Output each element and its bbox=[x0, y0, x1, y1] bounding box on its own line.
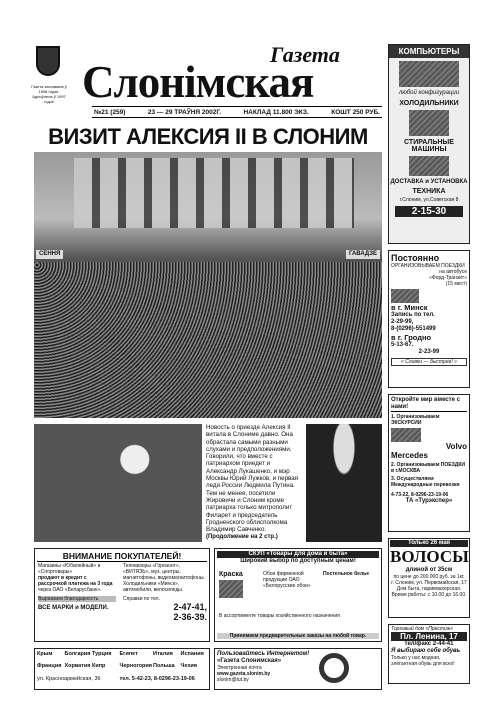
ad-tours bbox=[388, 394, 470, 532]
sign-right: ГАВАДЗЕ bbox=[346, 250, 380, 259]
coat-of-arms-icon bbox=[36, 46, 60, 76]
masthead-word-gazeta: Газета bbox=[270, 42, 340, 67]
sign-left: СЕННЯ bbox=[36, 250, 63, 259]
ad-attention-goods: Телевизоры «Горизонт», «ВИТЯЗЬ», муз. центры, магнитофоны, видеомагнитофоны. Холодильники «Минск», автомобили, велосипеды. bbox=[123, 563, 205, 593]
ad-attention-models: ВСЕ МАРКИ и МОДЕЛИ. bbox=[38, 605, 109, 611]
coach-icon bbox=[391, 428, 421, 442]
washer-icon bbox=[409, 156, 449, 176]
ad-washers: СТИРАЛЬНЫЕ МАШИНЫ bbox=[404, 139, 454, 153]
ad-trips-minsk: в г. Минск bbox=[391, 303, 428, 312]
ad-skup-subtitle: Широкий выбор по доступным ценам! bbox=[240, 558, 356, 564]
ad-hair-title: ВОЛОСЫ bbox=[390, 547, 469, 566]
ad-attention-title: ВНИМАНИЕ ПОКУПАТЕЛЕЙ! bbox=[37, 551, 207, 562]
ad-attention bbox=[34, 548, 210, 642]
ad-travel-cyprus: Кипр bbox=[92, 663, 106, 670]
ad-travel-crimea: Крым bbox=[37, 651, 53, 657]
ad-internet-email[interactable]: slonim@tut.by bbox=[217, 677, 249, 683]
ad-travel-czech: Чехия bbox=[180, 663, 197, 670]
ad-travel-france: Франция bbox=[37, 663, 62, 670]
ad-tours-volvo: Volvo bbox=[445, 442, 467, 451]
patriarch-photo bbox=[34, 424, 202, 542]
ad-travel-poland: Польша bbox=[153, 663, 175, 670]
ad-travel-spain: Испания bbox=[180, 651, 204, 657]
main-photo bbox=[34, 152, 382, 418]
headline: ВИЗИТ АЛЕКСИЯ II В СЛОНИМ bbox=[48, 124, 368, 149]
ad-attention-right bbox=[123, 563, 207, 622]
masthead-title: Слонімская bbox=[82, 57, 314, 107]
ad-trips bbox=[388, 250, 470, 388]
ad-hair-length: длиной от 35см bbox=[405, 567, 453, 573]
ad-trips-vehicle: «Форд-Транзит» bbox=[429, 275, 467, 281]
ad-travel-montenegro: Черногория bbox=[119, 663, 152, 670]
ad-fridges: ХОЛОДИЛЬНИКИ bbox=[399, 100, 459, 107]
ad-trips-phone1: 2-29-99, bbox=[391, 319, 414, 325]
ad-tours-international: 3. Осуществляем Международные перевозки bbox=[391, 476, 460, 488]
ad-internet-newspaper: «Газета Слонимская» bbox=[217, 658, 282, 664]
ad-travel bbox=[34, 648, 210, 690]
ad-tech: ТЕХНИКА bbox=[412, 188, 446, 195]
ad-internet bbox=[214, 648, 382, 690]
issue-date: 23 — 29 ТРАЎНЯ 2002Г. bbox=[147, 108, 222, 116]
internet-e-icon bbox=[319, 653, 349, 683]
ad-travel-italy: Италия bbox=[153, 651, 173, 657]
ad-attention-left bbox=[38, 563, 116, 612]
ad-attention-info: Справки по тел. bbox=[123, 596, 160, 602]
ad-tours-mercedes: Mercedes bbox=[391, 451, 428, 460]
ad-skup bbox=[214, 548, 382, 642]
ad-travel-address: ул. Красноармейская, 36 bbox=[37, 675, 101, 682]
ad-trips-organize: ОРГАНИЗОВЫВАЕМ ПОЕЗДКИ bbox=[391, 263, 465, 269]
ad-attention-bank: через ОАО «Беларусбанк». bbox=[38, 587, 102, 593]
crowd bbox=[34, 262, 382, 418]
ad-attention-phone2: 2-36-39. bbox=[173, 612, 207, 622]
ad-prestige bbox=[388, 624, 470, 684]
priest-photo bbox=[306, 424, 382, 542]
founding-note: Газета заснавана ў 1908 годзе. Адноўлена ў 1997 годзе bbox=[31, 84, 67, 104]
ad-computers bbox=[388, 44, 470, 244]
ad-computers-address: г.Слоним, ул.Советская 8 bbox=[399, 197, 459, 203]
bus-icon bbox=[391, 289, 419, 303]
ad-skup-paint-label: Краска bbox=[219, 571, 243, 578]
ad-hair-address: г. Слоним, ул. Первомайская, 17 Дом быта, парикмахерская. bbox=[391, 580, 467, 592]
ad-trips-bus: на автобусе bbox=[439, 269, 467, 275]
ad-prestige-slogan: Я выбираю себе обувь bbox=[391, 648, 461, 654]
ad-travel-bulgaria: Болгария bbox=[64, 651, 91, 657]
issue-number: №21 (259) bbox=[94, 108, 126, 116]
ad-trips-grodno: в г. Гродно bbox=[391, 333, 432, 342]
ad-tours-agency: ТА «Турэкспер» bbox=[405, 498, 453, 504]
building-facade bbox=[74, 158, 354, 228]
ad-trips-booking: Запись по тел. bbox=[391, 312, 435, 318]
ad-trips-slogan: « Сливки — быстрее! » bbox=[391, 358, 467, 366]
ad-internet-url[interactable]: www.gazeta.slonim.by bbox=[217, 671, 271, 677]
computer-icon bbox=[399, 61, 459, 87]
ad-attention-thanks: Выражаем благодарность bbox=[38, 596, 116, 602]
ad-tours-moscow: 2. Организовываем ПОЕЗДКИ в г.МОСКВА bbox=[391, 462, 465, 474]
article-text: Новость о приезде Алексия II витала в Слониме давно. Она обрастала самыми разными слухами и предположениями. Говорили, что вместе с патриархом приедет и Александр Лукашенко, и мэр Москвы Юрий Лужков, и первая леди России Людмила Путина. Тем не менее, посетили Жировичи и Слоним кроме патриарха только митрополит Филарет и председатель Гродненского облисполкома Владимир Савченко. bbox=[206, 424, 299, 534]
ad-skup-paint bbox=[219, 571, 259, 598]
ad-tours-excursions: 1. Организовываем ЭКСКУРСИИ bbox=[391, 414, 440, 426]
ad-hair-hours: Время работы: с 10.00 до 16.00. bbox=[391, 592, 467, 598]
ad-computers-title: КОМПЬЮТЕРЫ bbox=[389, 45, 469, 58]
article bbox=[206, 424, 302, 546]
ad-trips-phone2: 8-(0296)-551499 bbox=[391, 326, 436, 332]
ad-prestige-address: Пл. Ленина, 17 bbox=[391, 632, 467, 641]
ad-hair-date: Только 26 мая bbox=[390, 540, 468, 547]
ad-skup-wallpaper: Обои фирменной продукции ОАО «Белорусские обои» bbox=[263, 571, 311, 589]
paint-can-icon bbox=[219, 580, 243, 598]
ad-attention-shops: Магазины «Юбилейный» и «Спортовары» bbox=[38, 563, 101, 575]
ad-skup-household: В ассортименте товары хозяйственного назначения bbox=[219, 613, 340, 619]
price: КОШТ 250 РУБ. bbox=[331, 108, 380, 116]
ad-travel-egypt: Египет bbox=[119, 651, 138, 657]
ad-computers-config: любой конфигурации bbox=[398, 90, 460, 96]
ad-hair bbox=[388, 538, 470, 618]
ad-internet-email-label: Электронная почта bbox=[217, 665, 262, 671]
ad-trips-seats: (15 мест) bbox=[445, 281, 467, 287]
ad-skup-footer: Принимаем предварительные заказы на любой товар. bbox=[217, 633, 379, 639]
ad-tours-phone: 4-73-22, 8-0296-23-19-06 bbox=[391, 492, 449, 498]
article-continued: (Продолжение на 2 стр.) bbox=[206, 534, 278, 541]
ad-trips-phone3: 5-13-67. bbox=[391, 342, 414, 348]
ad-skup-title: СКУП «Товары для дома и быта» bbox=[217, 551, 379, 558]
fridge-icon bbox=[409, 110, 449, 136]
ad-travel-turkey: Турция bbox=[92, 651, 112, 657]
masthead bbox=[30, 40, 390, 135]
ad-prestige-phone: тел/факс 2-44-41 bbox=[404, 641, 454, 647]
ad-tours-title: Откройте мир вместе с нами! bbox=[391, 397, 467, 412]
ad-computers-phone: 2-15-30 bbox=[395, 206, 463, 217]
ad-prestige-note: Только у нас модная, элегантная обувь для всех! bbox=[391, 655, 455, 667]
circulation: НАКЛАД 11.800 ЭКЗ. bbox=[243, 108, 309, 116]
ad-prestige-store: Торговый дом «Престиж» bbox=[391, 626, 454, 632]
ad-travel-croatia: Хорватия bbox=[64, 663, 91, 670]
issue-bar bbox=[92, 106, 382, 118]
ad-trips-phone4: 2-23-99 bbox=[418, 349, 440, 355]
ad-attention-credit: продают в кредит с рассрочкой платежа на 3 года bbox=[38, 575, 113, 587]
ad-travel-phone: тел. 5-42-23, 8-0296-23-19-06 bbox=[119, 675, 195, 682]
ad-attention-phone1: 2-47-41, bbox=[173, 602, 207, 612]
ad-skup-bedding: Постельное белье bbox=[323, 571, 369, 577]
ad-delivery: ДОСТАВКА и УСТАНОВКА bbox=[390, 179, 468, 185]
ad-trips-title: Постоянно bbox=[391, 253, 440, 263]
ad-internet-title: Пользовайтесь Интернетом! bbox=[217, 651, 310, 657]
ad-hair-price: по цене до 200.000 руб. за 1кг. bbox=[393, 574, 465, 580]
